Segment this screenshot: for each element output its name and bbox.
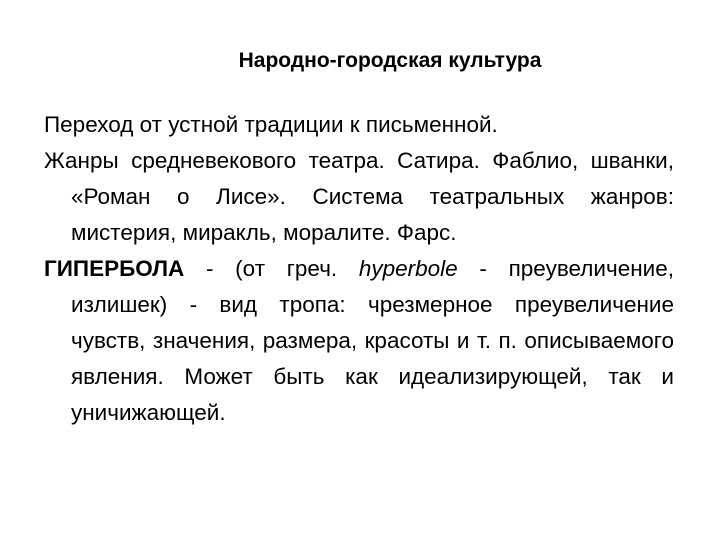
hyperbole-definition: - преувеличение, излишек) - вид тропа: чрезмерное преувеличение чувств, значения, размера, красоты и т. п. описываемого явления. Может быть как идеализирующей, так и уничижающей. [71, 256, 674, 425]
paragraph-transition: Переход от устной традиции к письменной. [44, 112, 498, 137]
slide-title: Народно-городская культура [238, 49, 542, 72]
paragraph-theatre-genres: Жанры средневекового театра. Сатира. Фаблио, шванки, «Роман о Лисе». Система театральных жанров: мистерия, миракль, моралите. Фарс. [44, 148, 674, 245]
slide-body [44, 107, 674, 431]
paragraph-hyperbole [44, 251, 674, 431]
greek-word: hyperbole [358, 256, 458, 281]
term-hyperbole: ГИПЕРБОЛА [44, 256, 185, 281]
hyperbole-origin-prefix: - (от греч. [184, 256, 359, 281]
